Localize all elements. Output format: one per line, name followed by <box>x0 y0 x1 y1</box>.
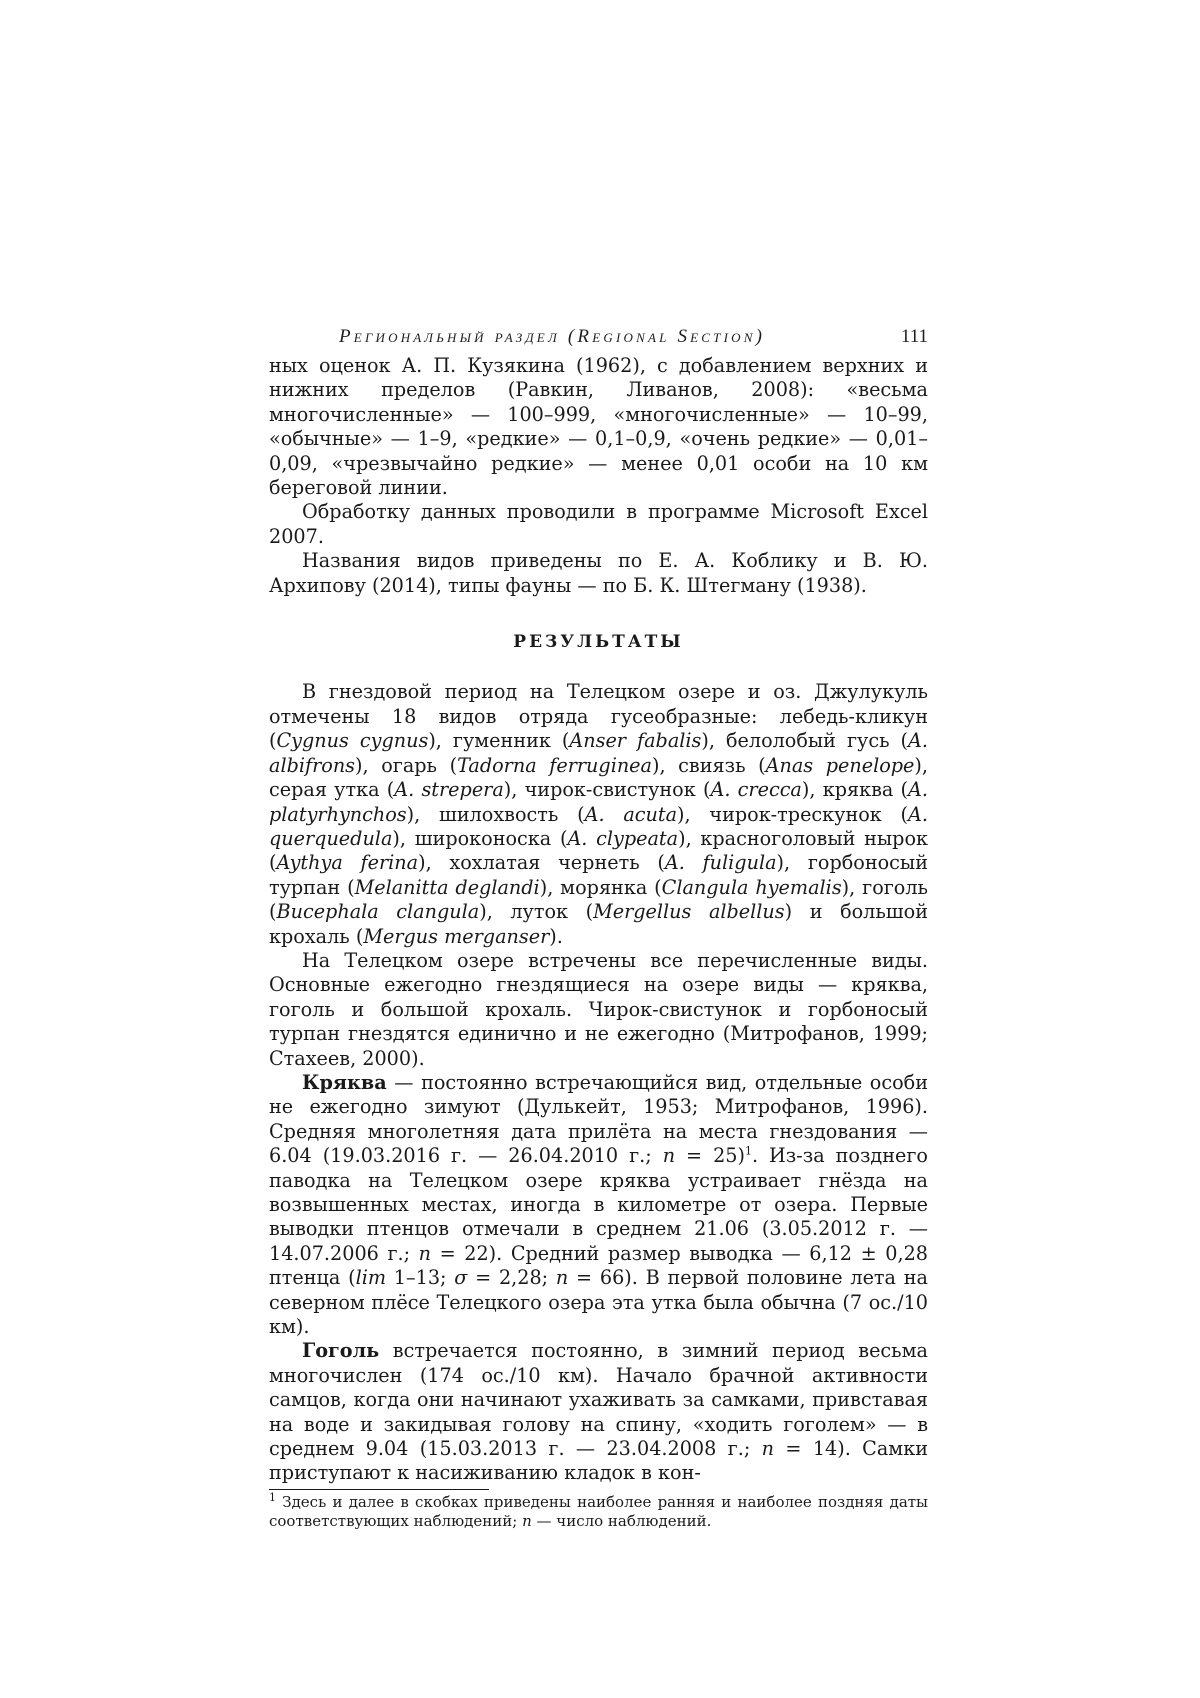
paragraph: Обработку данных проводили в программе Microsoft Excel 2007. <box>269 500 928 549</box>
paragraph: Названия видов приведены по Е. А. Коблику и В. Ю. Архипову (2014), типы фауны — по Б. К. Штегману (1938). <box>269 549 928 598</box>
article-body <box>269 354 928 1486</box>
species-term: Кряква <box>302 1071 387 1094</box>
footnote-divider <box>269 1489 489 1490</box>
page-header <box>269 318 928 354</box>
running-head: Региональный раздел (Regional Section) <box>339 326 765 348</box>
paragraph-mallard: Кряква — постоянно встречающийся вид, отдельные особи не ежегодно зимуют (Дулькейт, 1953; Митрофанов, 1996). Средняя многолетняя дата прилёта на места гнездования — 6.04 (19.03.2016 г. — 26.04.2010 г.; n = 25)1. Из-за позднего паводка на Телецком озере кряква устраивает гнёзда на возвышенных местах, иногда в километре от озера. Первые выводки птенцов отмечали в среднем 21.06 (3.05.2012 г. — 14.07.2006 г.; n = 22). Средний размер выводка — 6,12 ± 0,28 птенца (lim 1–13; σ = 2,28; n = 66). В первой половине лета на северном плёсе Телецкого озера эта утка была обычна (7 ос./10 км). <box>269 1071 928 1339</box>
paragraph-species-list: В гнездовой период на Телецком озере и оз. Джулукуль отмечены 18 видов отряда гусеобразные: лебедь-кликун (Cygnus cygnus), гуменник (Anser fabalis), белолобый гусь (A. albifrons), огарь (Tadorna ferruginea), свиязь (Anas penelope), серая утка (A. strepera), чирок-свистунок (A. crecca), кряква (A. platyrhynchos), шилохвость (A. acuta), чирок-трескунок (A. querquedula), широконоска (A. clypeata), красноголовый нырок (Aythya ferina), хохлатая чернеть (A. fuligula), горбоносый турпан (Melanitta deglandi), морянка (Clangula hyemalis), гоголь (Bucephala clangula), луток (Mergellus albellus) и большой крохаль (Mergus merganser). <box>269 680 928 948</box>
paragraph-goldeneye: Гоголь встречается постоянно, в зимний период весьма многочислен (174 ос./10 км). Начало брачной активности самцов, когда они начинают ухаживать за самками, привставая на воде и закидывая голову на спину, «ходить гоголем» — в среднем 9.04 (15.03.2013 г. — 23.04.2008 г.; n = 14). Самки приступают к насиживанию кладок в кон- <box>269 1339 928 1485</box>
page <box>269 318 928 1531</box>
paragraph: На Телецком озере встречены все перечисленные виды. Основные ежегодно гнездящиеся на озере виды — кряква, гоголь и большой крохаль. Чирок-свистунок и горбоносый турпан гнездятся единично и не ежегодно (Митрофанов, 1999; Стахеев, 2000). <box>269 949 928 1071</box>
species-term: Гоголь <box>302 1339 379 1362</box>
footnote: 1 Здесь и далее в скобках приведены наиболее ранняя и наиболее поздняя даты соответствующих наблюдений; n — число наблюдений. <box>269 1493 928 1531</box>
footnote-ref: 1 <box>745 1145 752 1158</box>
page-number: 111 <box>901 326 928 348</box>
paragraph: ных оценок А. П. Кузякина (1962), с добавлением верхних и нижних пределов (Равкин, Ливанов, 2008): «весьма многочисленные» — 100–999, «многочисленные» — 10–99, «обычные» — 1–9, «редкие» — 0,1–0,9, «очень редкие» — 0,01–0,09, «чрезвычайно редкие» — менее 0,01 особи на 10 км береговой линии. <box>269 354 928 500</box>
section-title-results: РЕЗУЛЬТАТЫ <box>269 630 928 654</box>
